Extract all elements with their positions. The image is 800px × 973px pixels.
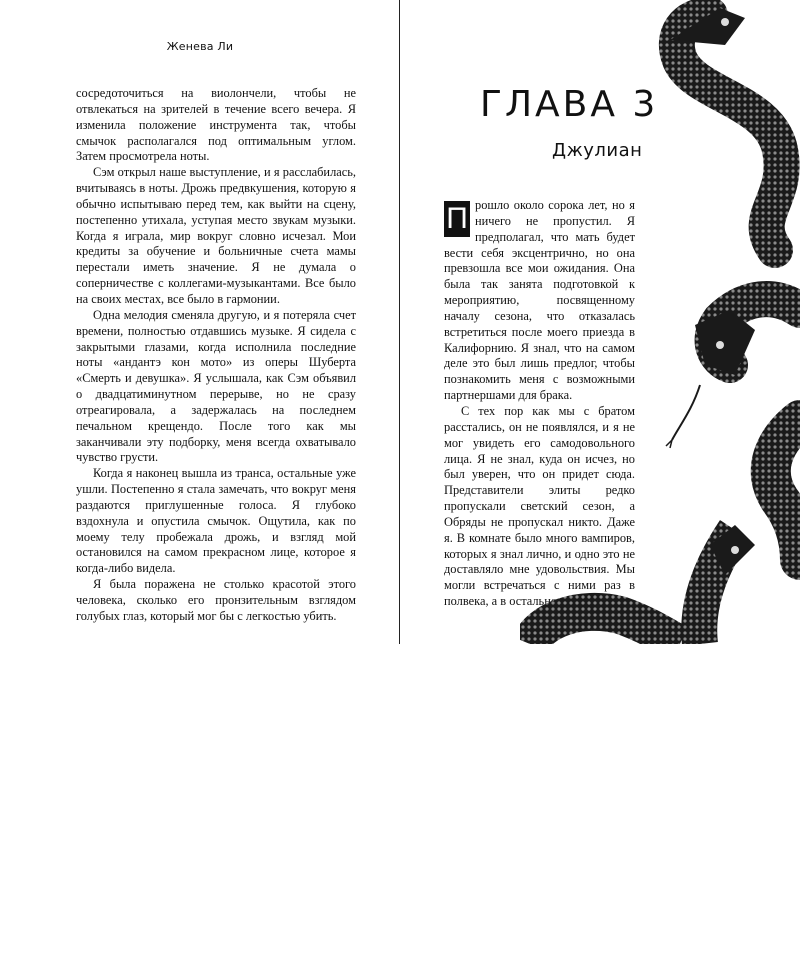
paragraph: Одна мелодия сменяла другую, и я потеряла счет времени, полностью отдавшись музыке. Я сидела с закрытыми глазами, когда исполнила последние ноты «андантэ кон мото» из оперы Шуберта «Смерть и девушка». Я услышала, как Сэм объявил о двадцатиминутном перерыве, но не сразу отреагировала, а задержалась на последнем печальном крещендо. После того как мы заканчивали эту подборку, меня всегда охватывало чувство грусти.: [76, 307, 356, 465]
drop-cap: П: [444, 201, 470, 237]
page-gutter: [399, 0, 400, 644]
first-paragraph-text: рошло около сорока лет, но я ничего не пропустил. Я предполагал, что мать будет вести себя эксцентрично, но она превзошла все мои ожидания. Она была так занята подготовкой к мероприятию, посвященному началу сезона, что отказалась встретиться после моего приезда в Калифорнию. Я знал, что на самом деле это был лишь предлог, чтобы познакомить меня с возможными партнершами для брака.: [444, 198, 635, 403]
paragraph: Я была поражена не столько красотой этого человека, сколько его пронзительным взглядом голубых глаз, который мог бы с легкостью убить.: [76, 577, 356, 623]
left-page-text: [76, 86, 356, 625]
chapter-subtitle: Джулиан: [552, 140, 643, 161]
running-head: Женева Ли: [166, 40, 234, 53]
paragraph: Когда я наконец вышла из транса, остальные уже ушли. Постепенно я стала замечать, что вокруг меня раздаются приглушенные голоса. Я глубоко вздохнула и опустила смычок. Ощутила, как по моему телу пробежала дрожь, и взгляд мой остановился на самом прекрасном лице, которое я когда-либо видела.: [76, 466, 356, 576]
snake-illustration: [520, 0, 800, 644]
paragraph: С тех пор как мы с братом расстались, он не появлялся, и я не мог увидеть его самодовольного лица. Я не знал, куда он исчез, но был уверен, что он придет сюда. Представители элиты редко пропускали светский сезон, а Обряды не пропускал никто. Даже я. В комнате было много вампиров, которых я знал лично, и одно это не доставляло мне удовольствия. Мы могли встречаться с ними раз в полвека, а в остальное время тусо-: [444, 403, 635, 609]
paragraph: Сэм открыл наше выступление, и я расслабилась, вчитываясь в ноты. Дрожь предвкушения, которую я обычно испытываю перед тем, как выйти на сцену, постепенно утихала, уступая место звукам музыки. Когда я играла, мир вокруг словно исчезал. Мои кредиты за обучение и больничные счета мамы перестали иметь значение. Я не думала о соперничестве с коллегами-музыкантами. Все было на своих местах, все было в гармонии.: [76, 165, 356, 306]
paragraph: сосредоточиться на виолончели, чтобы не отвлекаться на зрителей в течение всего вечера. Я изменила положение инструмента так, чтобы смычок располагался под оптимальным углом. Затем просмотрела ноты.: [76, 86, 356, 164]
chapter-title: ГЛАВА 3: [480, 84, 659, 125]
